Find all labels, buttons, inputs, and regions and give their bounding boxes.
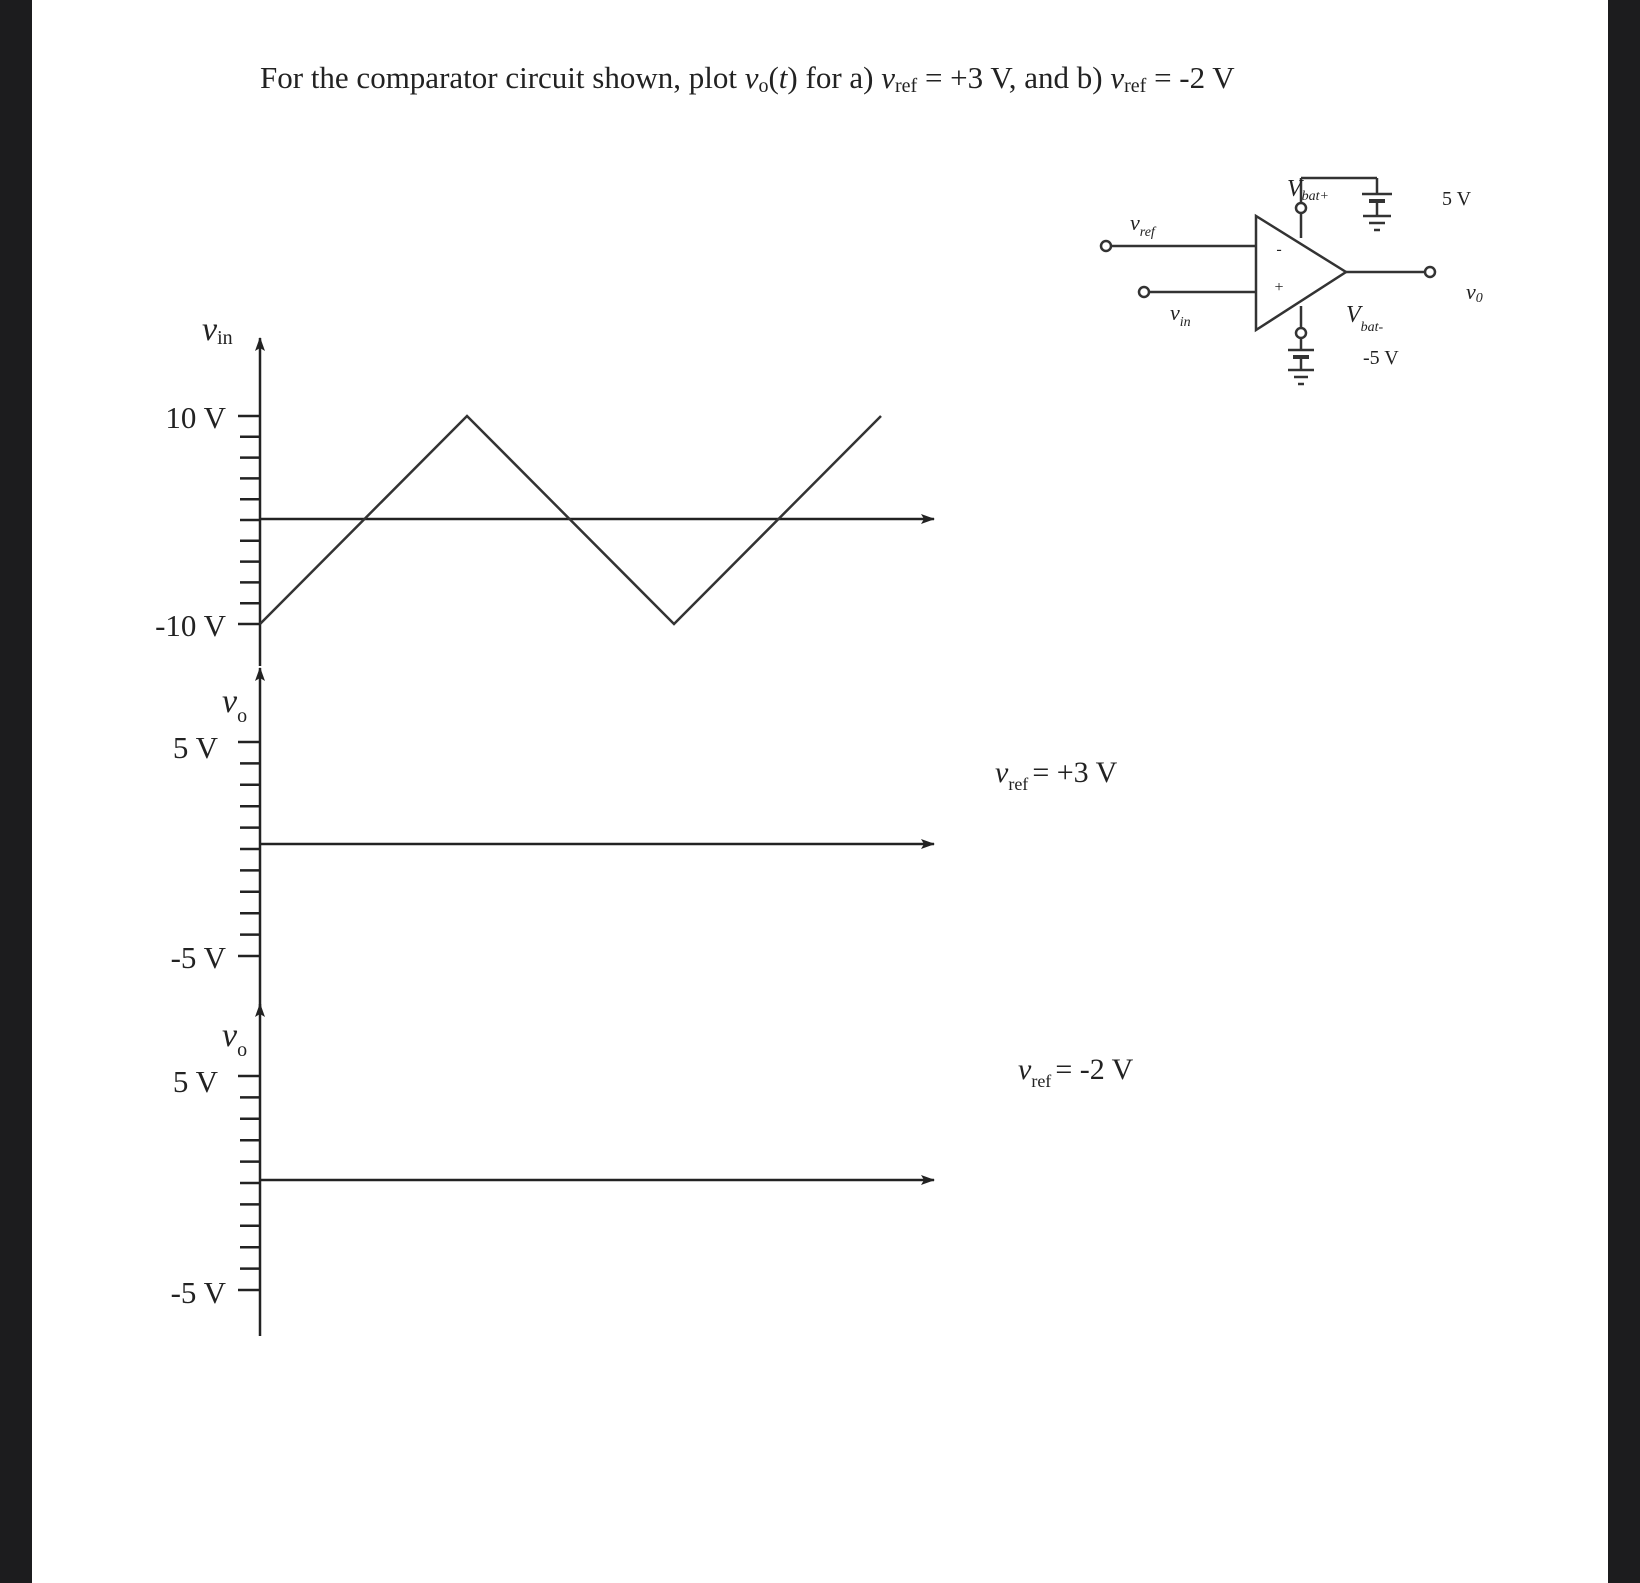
vbat-plus-value: 5 V <box>1442 188 1472 210</box>
vo-a-tick-bottom-label: -5 V <box>170 940 226 975</box>
vo-a-axis-label: $v_o$ <box>222 683 248 727</box>
problem-statement: For the comparator circuit shown, plot vo(t) for a) vref = +3 V, and b) vref = -2 V <box>260 60 1235 97</box>
vo-b-axis-label: $v_o$ <box>222 1017 248 1061</box>
vin-tick-marks <box>238 416 260 624</box>
vbat-plus-label: Vbat+ <box>1287 176 1330 204</box>
vbat-minus-label: $V_{bat-}$ <box>1346 302 1384 335</box>
vo-terminal <box>1425 267 1435 277</box>
vbat-minus-value: -5 V <box>1363 347 1399 369</box>
vref-circuit-label: $v_{ref}$ <box>1130 210 1155 240</box>
worksheet-page <box>32 0 1608 1583</box>
vin-axis-label: vin <box>202 311 233 349</box>
vref-b-case-label: $v_{ref} = -2$ V <box>1018 1053 1134 1091</box>
battery-plus-icon <box>1362 194 1392 216</box>
vin-terminal <box>1139 287 1149 297</box>
vref-a-case-label: $v_{ref} = +3$ V <box>995 756 1118 794</box>
opamp-plus-sign: + <box>1274 279 1284 296</box>
vo-a-tick-marks <box>238 742 260 956</box>
vbat-minus-terminal <box>1296 328 1306 338</box>
worksheet-drawing <box>32 0 1608 1583</box>
vin-circuit-label: $v_{in}$ <box>1170 300 1191 330</box>
opamp-minus-sign: - <box>1276 241 1282 258</box>
vo-b-tick-bottom-label: -5 V <box>170 1275 226 1310</box>
vo-b-tick-marks <box>238 1076 260 1290</box>
ground-minus-icon <box>1288 370 1314 384</box>
vo-circuit-label: v0 <box>1466 279 1483 306</box>
vbat-plus-terminal <box>1296 203 1306 213</box>
vref-terminal <box>1101 241 1111 251</box>
vo-b-tick-top-label: 5 V <box>172 1064 218 1099</box>
vo-a-tick-top-label: 5 V <box>172 730 218 765</box>
battery-minus-icon <box>1288 350 1314 370</box>
ground-plus-icon <box>1363 216 1391 230</box>
vin-tick-top-label: 10 V <box>165 400 226 435</box>
vo-plot-a <box>171 668 1118 1012</box>
vin-tick-bottom-label: -10 V <box>155 608 226 643</box>
vo-plot-b <box>171 1004 1134 1336</box>
vin-plot <box>155 311 934 666</box>
